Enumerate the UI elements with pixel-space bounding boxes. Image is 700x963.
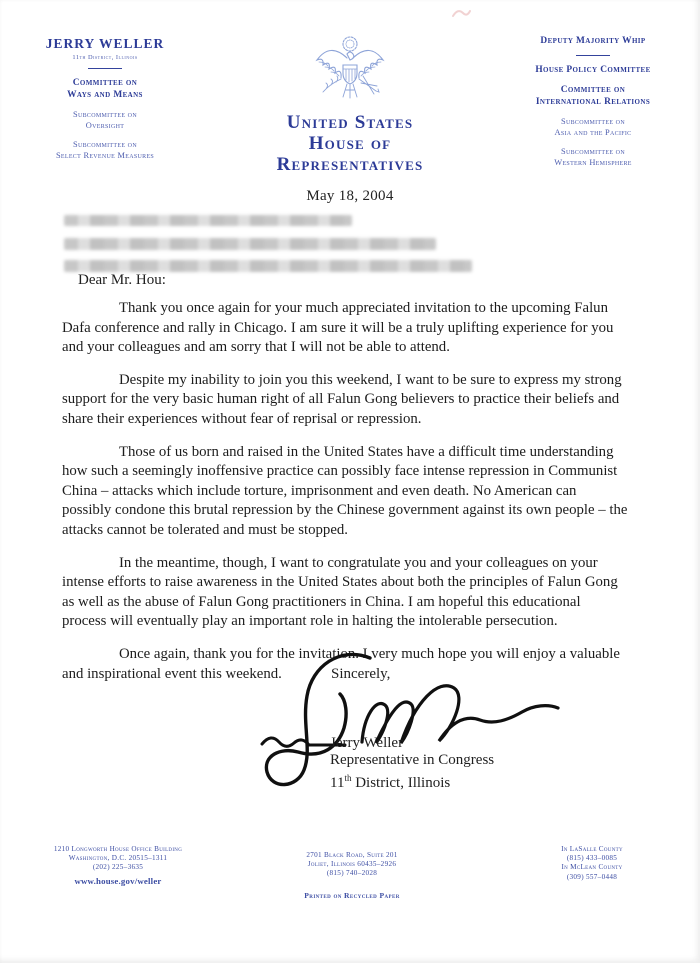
letter-body	[62, 299, 628, 697]
footer-washington-office: 1210 Longworth House Office Building Washington, D.C. 20515–1311 (202) 225–3635 www.house.gov/weller	[18, 845, 218, 886]
closing-sincerely: Sincerely,	[331, 666, 391, 682]
footer-county-phones: In LaSalle County (815) 433–0085 In McLean County (309) 557–0448	[561, 845, 623, 881]
us-house-eagle-seal-icon	[310, 34, 390, 106]
deputy-majority-whip: Deputy Majority Whip	[540, 36, 646, 46]
signer-district: 11th District, Illinois	[330, 772, 451, 791]
redacted-address-line	[64, 238, 436, 250]
salutation: Dear Mr. Hou:	[78, 272, 166, 288]
signer-name: Jerry Weller	[330, 735, 404, 751]
masthead-right	[508, 36, 678, 168]
red-pen-mark	[450, 6, 472, 22]
signer-title: Representative in Congress	[330, 752, 495, 769]
paragraph: Once again, thank you for the invitation. I very much hope you will enjoy a valuable and inspirational event this weekend.	[62, 645, 620, 682]
paragraph: Despite my inability to join you this weekend, I want to be sure to express my strong support for the very basic human right of all Falun Gong believers to practice their beliefs and share their experiences without fear of reprisal or repression.	[62, 371, 622, 427]
divider-rule	[576, 55, 610, 56]
redacted-address-line	[64, 260, 472, 272]
house-policy-committee: House Policy Committee	[535, 64, 651, 75]
masthead-left	[20, 36, 190, 161]
org-name-line2: House of Representatives	[276, 133, 424, 175]
redacted-address-line	[64, 215, 352, 226]
subcommittee-asia-pacific: Subcommittee on Asia and the Pacific	[554, 117, 632, 137]
letter-date: May 18, 2004	[306, 188, 394, 204]
paragraph: Thank you once again for your much appreciated invitation to the upcoming Falun Dafa conference and rally in Chicago. I am sure it will be a truly uplifting experience for you and your colleagues and am sorry that I will not be able to attend.	[62, 300, 614, 356]
committee-ways-means: Committee on Ways and Means	[67, 78, 143, 100]
subcommittee-oversight: Subcommittee on Oversight	[73, 110, 137, 130]
paragraph: In the meantime, though, I want to congratulate you and your colleagues on your intense efforts to raise awareness in the United States about both the principles of Falun Gong as well as the abuse of Falun Gong practitioners in China. I am hopeful this educational process will eventually play an important role in halting the intolerable persecution.	[62, 554, 618, 630]
website-url: www.house.gov/weller	[74, 875, 162, 886]
subcommittee-select-revenue: Subcommittee on Select Revenue Measures	[55, 140, 155, 160]
org-name-line1: United States	[286, 112, 414, 133]
signature-block	[330, 735, 494, 792]
member-district: 11th District, Illinois	[72, 54, 138, 61]
member-name: JERRY WELLER	[45, 36, 165, 51]
divider-rule	[88, 68, 122, 69]
masthead-center	[235, 34, 465, 205]
paragraph: Those of us born and raised in the United States have a difficult time understanding how such a seemingly inoffensive practice can possibly face intense repression in Communist China – attacks which include torture, imprisonment and even death. No American can possibly condone this brutal repression by the Chinese government against its own people – the attacks cannot be tolerated and must be stopped.	[62, 443, 628, 538]
subcommittee-western-hemisphere: Subcommittee on Western Hemisphere	[554, 147, 632, 167]
committee-international-relations: Committee on International Relations	[535, 85, 651, 107]
footer-district-office: 2701 Black Road, Suite 201 Joliet, Illinois 60435–2926 (815) 740–2028 Printed on Recycled Paper	[252, 851, 452, 900]
recycled-paper-note: Printed on Recycled Paper	[304, 890, 400, 900]
